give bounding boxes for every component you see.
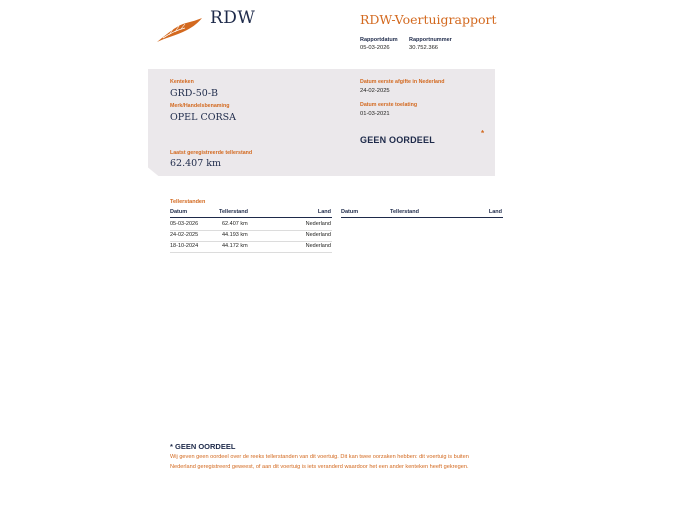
row-divider	[170, 230, 332, 231]
col-datum-left: Datum	[170, 209, 188, 215]
row-land: Nederland	[305, 243, 331, 249]
col-datum-right: Datum	[341, 209, 359, 215]
col-tellerstand-right: Tellerstand	[390, 209, 419, 215]
eerste-toelating-label: Datum eerste toelating	[360, 102, 418, 108]
tellerstanden-title: Tellerstanden	[170, 199, 206, 205]
footnote-title: * GEEN OORDEEL	[170, 442, 236, 451]
rapportdatum-label: Rapportdatum	[360, 37, 398, 43]
kenteken-value: GRD-50-B	[170, 88, 219, 99]
row-land: Nederland	[305, 221, 331, 227]
merk-value: OPEL CORSA	[170, 112, 237, 123]
logo-text: RDW	[210, 8, 256, 28]
report-title: RDW-Voertuigrapport	[360, 12, 497, 27]
tellerstand-value: 62.407 km	[170, 158, 222, 169]
rdw-logo	[155, 16, 205, 44]
oordeel-status: GEEN OORDEEL	[360, 135, 435, 145]
footnote-text: Wij geven geen oordeel over de reeks tellerstanden van dit voertuig. Dit kan twee oorzaken hebben: dit voertuig is buiten Nederland geregistreerd geweest, of aan dit voertuig is iets veranderd waardoor het een ander kenteken heeft gekregen.	[170, 454, 469, 470]
row-datum: 24-02-2025	[170, 232, 199, 238]
col-land-left: Land	[317, 209, 331, 215]
row-divider	[170, 241, 332, 242]
row-land: Nederland	[305, 232, 331, 238]
eerste-toelating-value: 01-03-2021	[360, 111, 390, 117]
row-divider	[170, 252, 332, 253]
eerste-afgifte-value: 24-02-2025	[360, 88, 390, 94]
rdw-logo-icon	[155, 16, 205, 44]
row-datum: 18-10-2024	[170, 243, 199, 249]
eerste-afgifte-label: Datum eerste afgifte in Nederland	[360, 79, 445, 85]
merk-label: Merk/Handelsbenaming	[170, 103, 230, 109]
kenteken-label: Kenteken	[170, 79, 194, 85]
row-tellerstand: 62.407 km	[222, 221, 248, 227]
col-land-right: Land	[488, 209, 502, 215]
rapportdatum-value: 05-03-2026	[360, 45, 390, 51]
rapportnummer-value: 30.752.366	[409, 45, 439, 51]
row-datum: 05-03-2026	[170, 221, 199, 227]
row-tellerstand: 44.172 km	[222, 243, 248, 249]
table-header-divider-left	[170, 217, 332, 218]
row-tellerstand: 44.193 km	[222, 232, 248, 238]
oordeel-asterisk: *	[481, 129, 485, 138]
tellerstand-label: Laatst geregistreerde tellerstand	[170, 150, 253, 156]
table-header-divider-right	[341, 217, 503, 218]
rapportnummer-label: Rapportnummer	[409, 37, 452, 43]
col-tellerstand-left: Tellerstand	[219, 209, 248, 215]
